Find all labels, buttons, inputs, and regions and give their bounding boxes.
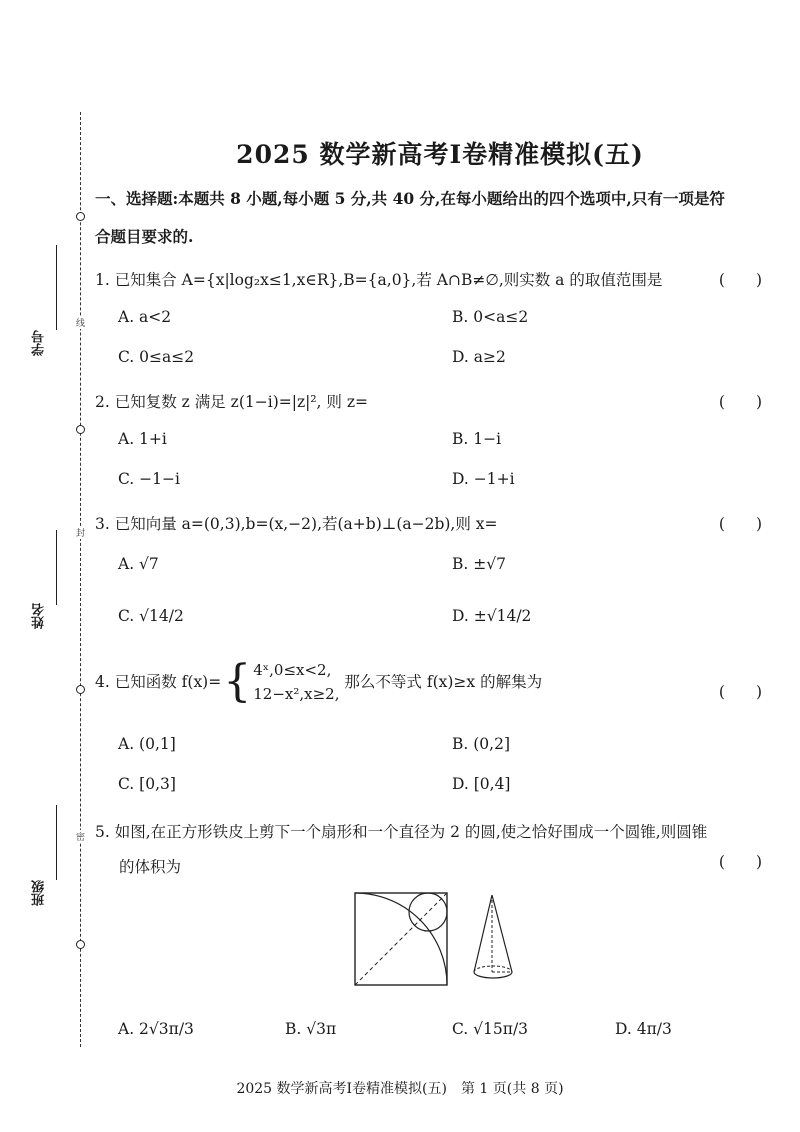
piecewise-brace: {: [223, 656, 252, 707]
option-a[interactable]: A. 1+i: [118, 430, 167, 448]
student-name-field[interactable]: [56, 530, 57, 605]
class-field[interactable]: [56, 805, 57, 880]
question-text-line2: 的体积为: [119, 858, 182, 876]
binding-hole: [76, 425, 85, 434]
option-d[interactable]: D. 4π/3: [615, 1020, 672, 1038]
binding-hole: [76, 212, 85, 221]
answer-bracket[interactable]: ( ): [718, 271, 762, 289]
class-label: 班级: [32, 880, 47, 906]
section-line-1: 一、选择题:本题共 8 小题,每小题 5 分,共 40 分,在每小题给出的四个选项中,只有一项是符: [95, 189, 725, 208]
option-a[interactable]: A. √7: [118, 555, 159, 573]
question-3: [95, 512, 775, 534]
student-name-label: 姓名: [32, 603, 47, 629]
option-a[interactable]: A. a<2: [118, 308, 172, 326]
binding-mark-xian: 线: [74, 318, 84, 327]
option-b[interactable]: B. ±√7: [452, 555, 506, 573]
option-a[interactable]: A. (0,1]: [118, 735, 176, 753]
question-text: 如图,在正方形铁皮上剪下一个扇形和一个直径为 2 的圆,使之恰好围成一个圆锥,则圆锥: [114, 823, 708, 841]
section-heading: [95, 180, 775, 256]
question-4: [95, 658, 775, 706]
piecewise-cases: [253, 658, 339, 706]
student-id-field[interactable]: [56, 245, 57, 330]
option-c[interactable]: C. [0,3]: [118, 775, 176, 793]
piecewise-case-2: 12−x²,x≥2,: [253, 685, 340, 703]
option-a[interactable]: A. 2√3π/3: [118, 1020, 194, 1038]
option-b[interactable]: B. 1−i: [452, 430, 502, 448]
option-c[interactable]: C. √14/2: [118, 607, 184, 625]
cone-base-front: [474, 972, 512, 978]
option-c[interactable]: C. −1−i: [118, 470, 180, 488]
section-line-2: 合题目要求的.: [95, 227, 194, 246]
page-footer: 2025 数学新高考Ⅰ卷精准模拟(五) 第 1 页(共 8 页): [236, 1081, 564, 1097]
student-id-label: 学号: [32, 330, 47, 356]
question-5: [95, 815, 775, 885]
question-number: 2.: [95, 393, 110, 411]
question-2: [95, 390, 775, 412]
option-c[interactable]: C. 0≤a≤2: [118, 348, 195, 366]
cone-base-back: [474, 966, 512, 972]
cone-sides: [474, 895, 512, 972]
binding-mark-mi: 密: [74, 832, 84, 841]
binding-hole: [76, 940, 85, 949]
diagonal-dashed: [355, 893, 447, 985]
option-c[interactable]: C. √15π/3: [452, 1020, 529, 1038]
question-text: 已知函数 f(x)=: [114, 673, 222, 691]
question-text: 已知向量 a=(0,3),b=(x,−2),若(a+b)⊥(a−2b),则 x=: [114, 515, 498, 533]
option-b[interactable]: B. (0,2]: [452, 735, 510, 753]
option-d[interactable]: D. [0,4]: [452, 775, 511, 793]
answer-bracket[interactable]: ( ): [718, 393, 762, 411]
question-number: 4.: [95, 673, 110, 691]
answer-bracket[interactable]: ( ): [718, 683, 762, 701]
binding-hole: [76, 685, 85, 694]
option-b[interactable]: B. √3π: [285, 1020, 337, 1038]
square-sheet-figure: [352, 890, 542, 990]
option-b[interactable]: B. 0<a≤2: [452, 308, 529, 326]
question-text: 已知复数 z 满足 z(1−i)=|z|², 则 z=: [114, 393, 368, 411]
binding-mark-feng: 封: [74, 528, 84, 537]
question-number: 1.: [95, 271, 110, 289]
piecewise-case-1: 4ˣ,0≤x<2,: [253, 661, 332, 679]
question-number: 3.: [95, 515, 110, 533]
answer-bracket[interactable]: ( ): [718, 515, 762, 533]
question-text-suffix: 那么不等式 f(x)≥x 的解集为: [344, 673, 543, 691]
binding-dashed-line: [80, 112, 81, 1047]
question-text: 已知集合 A={x|log₂x≤1,x∈R},B={a,0},若 A∩B≠∅,则实数 a 的取值范围是: [114, 271, 663, 289]
answer-bracket[interactable]: ( ): [718, 853, 762, 871]
option-d[interactable]: D. ±√14/2: [452, 607, 532, 625]
question-number: 5.: [95, 823, 110, 841]
exam-title: 2025 数学新高考Ⅰ卷精准模拟(五): [236, 140, 644, 169]
option-d[interactable]: D. a≥2: [452, 348, 506, 366]
option-d[interactable]: D. −1+i: [452, 470, 515, 488]
question-1: [95, 268, 775, 290]
